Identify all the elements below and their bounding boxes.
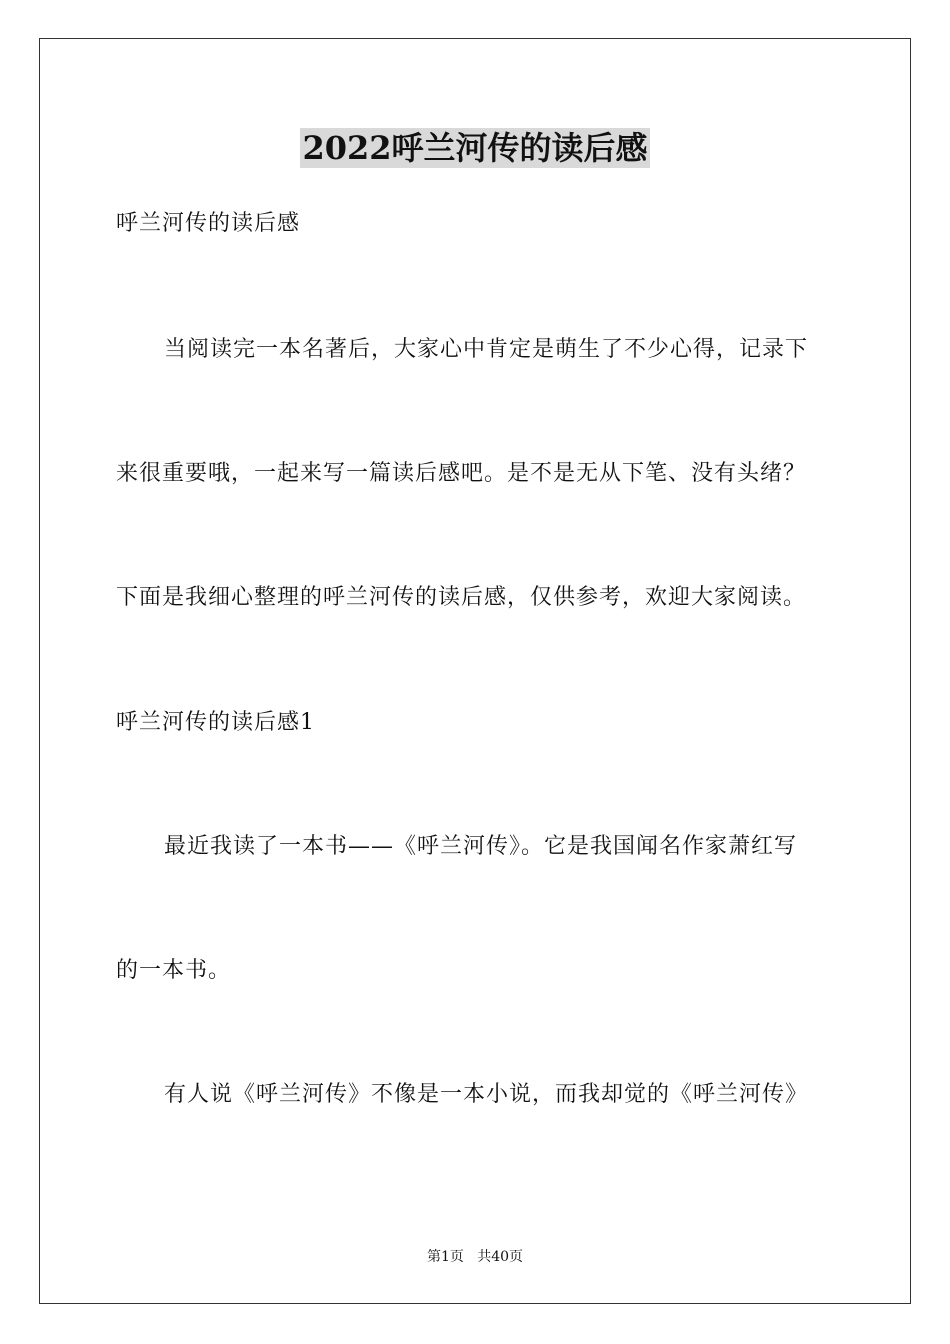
section-heading: 呼兰河传的读后感 (116, 211, 301, 236)
page-footer: 第1页 共40页 (426, 1249, 524, 1265)
section-heading: 呼兰河传的读后感1 (116, 710, 315, 735)
paragraph-line: 来很重要哦，一起来写一篇读后感吧。是不是无从下笔、没有头绪？ (116, 461, 807, 486)
paragraph-line: 当阅读完一本名著后，大家心中肯定是萌生了不少心得，记录下 (164, 337, 809, 362)
paragraph-line: 下面是我细心整理的呼兰河传的读后感，仅供参考，欢迎大家阅读。 (116, 585, 807, 610)
paragraph-line: 最近我读了一本书——《呼兰河传》。它是我国闻名作家萧红写 (164, 834, 798, 859)
paragraph-line: 的一本书。 (116, 958, 232, 983)
title-container (0, 128, 950, 168)
paragraph-line: 有人说《呼兰河传》不像是一本小说，而我却觉的《呼兰河传》 (164, 1082, 809, 1107)
document-title: 2022呼兰河传的读后感 (302, 129, 648, 167)
